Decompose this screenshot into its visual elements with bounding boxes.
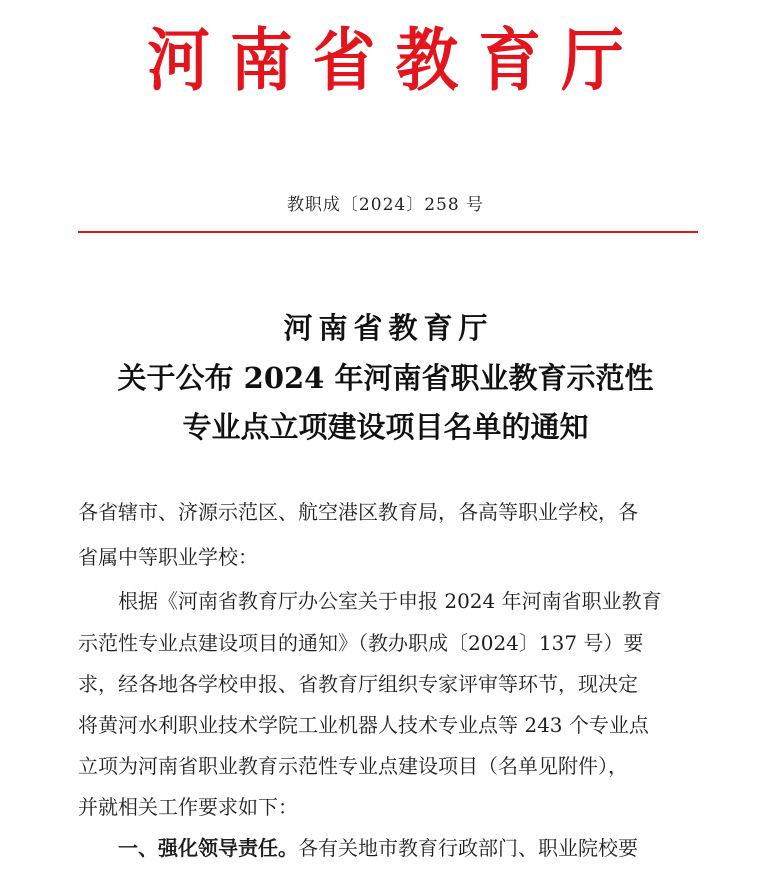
section-1-text: 各有关地市教育行政部门、职业院校要	[298, 836, 638, 860]
body-line-4: 将黄河水利职业技术学院工业机器人技术专业点等 243 个专业点	[78, 713, 649, 737]
title-line-2: 关于公布 2024 年河南省职业教育示范性	[117, 361, 654, 395]
body-line-5: 立项为河南省职业教育示范性专业点建设项目（名单见附件），	[78, 754, 628, 778]
section-1-heading: 一、强化领导责任。	[118, 836, 298, 860]
title-line-1: 河南省教育厅	[283, 311, 494, 345]
body-line-3: 求，经各地各学校申报、省教育厅组织专家评审等环节，现决定	[78, 672, 638, 696]
body-line-1: 根据《河南省教育厅办公室关于申报 2024 年河南省职业教育	[118, 589, 662, 613]
body-line-2: 示范性专业点建设项目的通知》（教办职成〔2024〕137 号）要	[78, 631, 644, 655]
addressee-line-2: 省属中等职业学校：	[78, 545, 258, 569]
body-line-6: 并就相关工作要求如下：	[78, 795, 298, 819]
red-divider-line	[78, 231, 698, 233]
section-1-paragraph	[118, 832, 748, 861]
issuing-authority-header: 河南省教育厅	[147, 22, 645, 101]
addressee-line-1: 各省辖市、济源示范区、航空港区教育局，各高等职业学校，各	[78, 500, 638, 524]
title-line-3: 专业点立项建设项目名单的通知	[182, 410, 589, 444]
document-number: 教职成〔2024〕258 号	[286, 195, 485, 215]
